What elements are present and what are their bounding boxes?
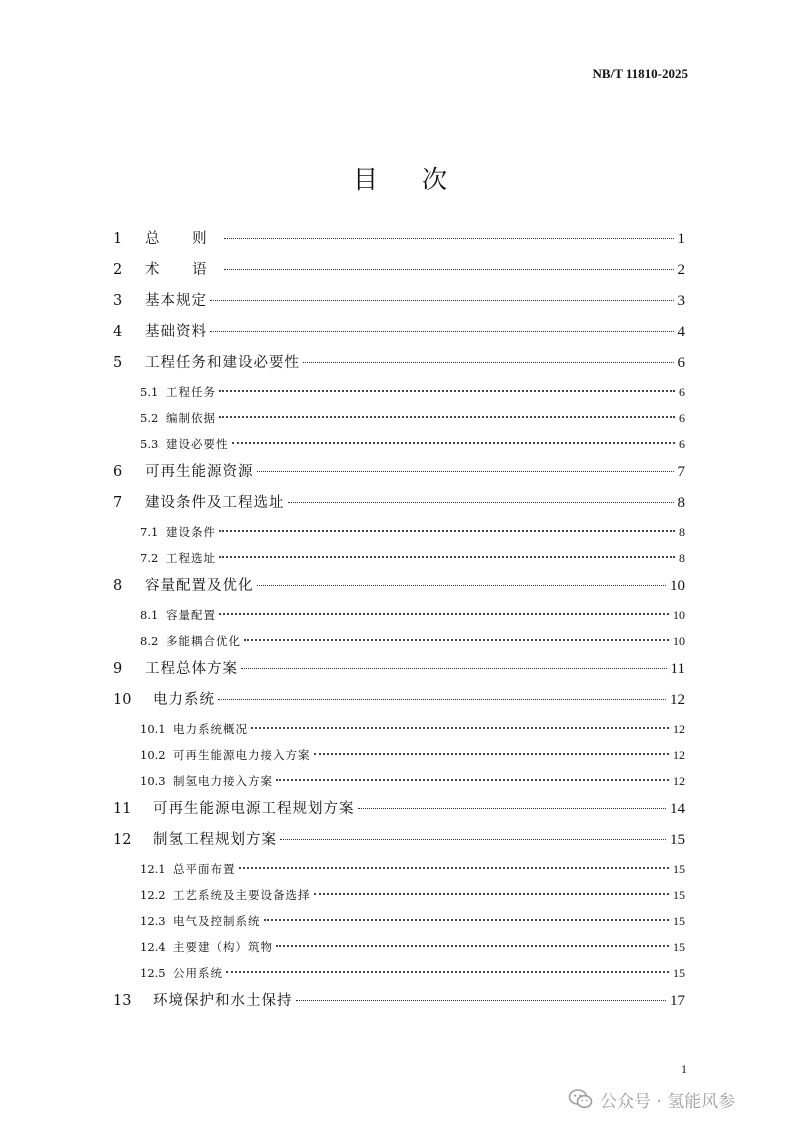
dot-leader: [210, 300, 674, 301]
toc-section[interactable]: [113, 602, 685, 628]
dot-leader: [239, 867, 670, 869]
dot-leader: [219, 613, 669, 615]
toc-number: 12.4: [140, 940, 166, 954]
toc-page-number: 15: [673, 940, 685, 954]
toc-number: 7.1: [140, 525, 159, 539]
dot-leader: [251, 727, 669, 729]
standard-code: NB/T 11810-2025: [592, 66, 688, 81]
toc-number: 10: [113, 692, 132, 708]
dot-leader: [219, 556, 675, 558]
toc-label: 可再生能源电力接入方案: [173, 748, 311, 762]
toc-page-number: 8: [677, 495, 685, 511]
toc-label: 工程任务和建设必要性: [145, 355, 300, 371]
toc-page-number: 6: [679, 385, 685, 399]
toc-number: 1: [113, 231, 123, 247]
toc-number: 4: [113, 324, 123, 340]
toc-number: 8.1: [140, 608, 159, 622]
dot-leader: [303, 362, 674, 363]
toc-page-number: 15: [673, 862, 685, 876]
toc-section[interactable]: [113, 545, 685, 571]
toc-number: 9: [113, 661, 123, 677]
dot-leader: [257, 471, 674, 472]
toc-label: 基础资料: [145, 324, 207, 340]
toc-label: 制氢电力接入方案: [173, 774, 273, 788]
toc-label: 容量配置及优化: [145, 578, 254, 594]
toc-number: 12.5: [140, 966, 166, 980]
toc-page-number: 15: [673, 966, 685, 980]
toc-label: 容量配置: [166, 608, 216, 622]
dot-leader: [276, 779, 669, 781]
toc-section[interactable]: [113, 768, 685, 794]
toc-page-number: 10: [673, 634, 685, 648]
toc-page-number: 1: [677, 231, 685, 247]
toc-label: 工程任务: [166, 385, 216, 399]
toc-page-number: 14: [670, 801, 685, 817]
dot-leader: [280, 839, 666, 840]
toc-section[interactable]: [113, 856, 685, 882]
dot-leader: [219, 416, 675, 418]
table-of-contents: [113, 224, 685, 1017]
toc-chapter[interactable]: [113, 317, 685, 348]
toc-label: 工艺系统及主要设备选择: [173, 888, 311, 902]
toc-page-number: 12: [673, 722, 685, 736]
toc-number: 8: [113, 578, 123, 594]
toc-chapter[interactable]: [113, 571, 685, 602]
toc-section[interactable]: [113, 934, 685, 960]
toc-number: 8.2: [140, 634, 159, 648]
toc-section[interactable]: [113, 716, 685, 742]
toc-chapter[interactable]: [113, 825, 685, 856]
toc-label: 总 则: [145, 231, 221, 247]
toc-number: 13: [113, 993, 132, 1009]
watermark: [568, 1086, 735, 1112]
toc-section[interactable]: [113, 742, 685, 768]
toc-label: 主要建（构）筑物: [173, 940, 273, 954]
toc-label: 电力系统概况: [173, 722, 248, 736]
toc-section[interactable]: [113, 379, 685, 405]
toc-page-number: 12: [673, 774, 685, 788]
toc-section[interactable]: [113, 519, 685, 545]
toc-chapter[interactable]: [113, 348, 685, 379]
toc-page-number: 15: [673, 888, 685, 902]
toc-number: 12.2: [140, 888, 166, 902]
toc-number: 10.3: [140, 774, 166, 788]
toc-chapter[interactable]: [113, 255, 685, 286]
toc-section[interactable]: [113, 908, 685, 934]
toc-label: 编制依据: [166, 411, 216, 425]
dot-leader: [210, 331, 674, 332]
toc-page-number: 4: [677, 324, 685, 340]
toc-page-number: 12: [673, 748, 685, 762]
toc-label: 电气及控制系统: [173, 914, 261, 928]
dot-leader: [219, 530, 675, 532]
toc-chapter[interactable]: [113, 794, 685, 825]
toc-label: 可再生能源资源: [145, 464, 254, 480]
dot-leader: [224, 269, 674, 270]
toc-page-number: 7: [677, 464, 685, 480]
toc-label: 建设必要性: [166, 437, 229, 451]
toc-number: 7.2: [140, 551, 159, 565]
dot-leader: [264, 919, 670, 921]
toc-label: 环境保护和水土保持: [153, 993, 293, 1009]
toc-label: 电力系统: [153, 692, 215, 708]
toc-number: 2: [113, 262, 123, 278]
dot-leader: [226, 971, 669, 973]
page-number: 1: [681, 1062, 687, 1076]
toc-number: 7: [113, 495, 123, 511]
toc-chapter[interactable]: [113, 685, 685, 716]
toc-number: 12: [113, 832, 132, 848]
toc-chapter[interactable]: [113, 488, 685, 519]
toc-section[interactable]: [113, 628, 685, 654]
toc-page-number: 15: [673, 914, 685, 928]
dot-leader: [288, 502, 674, 503]
dot-leader: [296, 1000, 667, 1001]
toc-page-number: 10: [670, 578, 685, 594]
toc-label: 建设条件及工程选址: [145, 495, 285, 511]
toc-label: 总平面布置: [173, 862, 236, 876]
dot-leader: [314, 753, 670, 755]
dot-leader: [314, 893, 670, 895]
page-title: 目 次: [353, 165, 465, 194]
toc-page-number: 12: [670, 692, 685, 708]
toc-page-number: 2: [677, 262, 685, 278]
dot-leader: [257, 585, 667, 586]
toc-page-number: 8: [679, 525, 685, 539]
toc-page-number: 15: [670, 832, 685, 848]
toc-label: 建设条件: [166, 525, 216, 539]
toc-label: 制氢工程规划方案: [153, 832, 277, 848]
toc-number: 5.2: [140, 411, 159, 425]
toc-label: 工程选址: [166, 551, 216, 565]
toc-number: 11: [113, 801, 132, 817]
toc-number: 3: [113, 293, 123, 309]
toc-number: 10.2: [140, 748, 166, 762]
toc-label: 术 语: [145, 262, 221, 278]
toc-chapter[interactable]: [113, 224, 685, 255]
toc-section[interactable]: [113, 405, 685, 431]
toc-label: 多能耦合优化: [166, 634, 241, 648]
toc-page-number: 6: [679, 437, 685, 451]
toc-page-number: 17: [670, 993, 685, 1009]
dot-leader: [241, 668, 667, 669]
dot-leader: [224, 238, 674, 239]
dot-leader: [219, 390, 675, 392]
dot-leader: [276, 945, 669, 947]
toc-number: 12.3: [140, 914, 166, 928]
toc-page-number: 11: [670, 661, 685, 677]
toc-section[interactable]: [113, 431, 685, 457]
dot-leader: [358, 808, 667, 809]
watermark-text: 公众号 · 氢能风参: [600, 1091, 736, 1112]
dot-leader: [244, 639, 669, 641]
toc-section[interactable]: [113, 960, 685, 986]
dot-leader: [218, 699, 666, 700]
toc-page-number: 6: [677, 355, 685, 371]
toc-number: 5.1: [140, 385, 159, 399]
toc-number: 5: [113, 355, 123, 371]
toc-label: 工程总体方案: [145, 661, 238, 677]
toc-page-number: 8: [679, 551, 685, 565]
toc-page-number: 10: [673, 608, 685, 622]
toc-section[interactable]: [113, 882, 685, 908]
toc-chapter[interactable]: [113, 457, 685, 488]
toc-label: 可再生能源电源工程规划方案: [153, 801, 355, 817]
toc-label: 公用系统: [173, 966, 223, 980]
toc-number: 10.1: [140, 722, 166, 736]
toc-page-number: 6: [679, 411, 685, 425]
toc-number: 12.1: [140, 862, 166, 876]
toc-number: 5.3: [140, 437, 159, 451]
toc-number: 6: [113, 464, 123, 480]
wechat-icon: [568, 1086, 594, 1112]
dot-leader: [232, 442, 676, 444]
toc-chapter[interactable]: [113, 986, 685, 1017]
toc-chapter[interactable]: [113, 286, 685, 317]
toc-chapter[interactable]: [113, 654, 685, 685]
toc-page-number: 3: [677, 293, 685, 309]
toc-label: 基本规定: [145, 293, 207, 309]
